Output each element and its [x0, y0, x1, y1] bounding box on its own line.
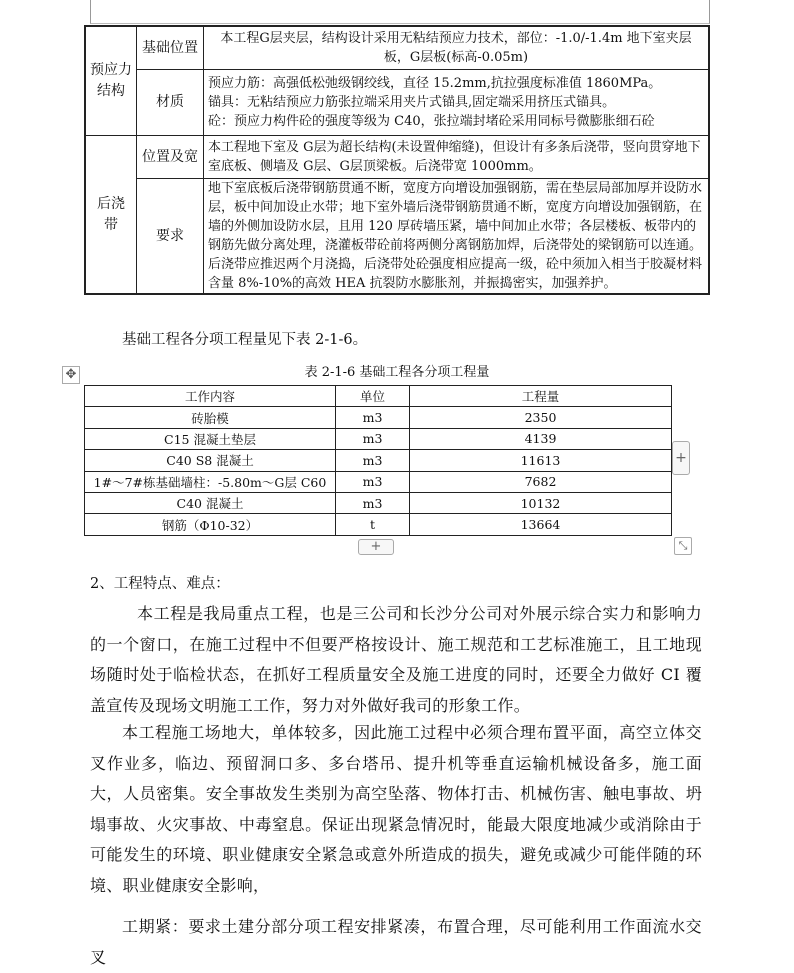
subcategory-cell: [137, 70, 204, 136]
table-cell: m3: [336, 407, 410, 428]
table-row: [85, 407, 672, 428]
paragraph: [90, 718, 702, 901]
structure-table: [84, 25, 710, 295]
subcategory-label: 基础位置: [142, 39, 198, 56]
paragraph-text: 本工程是我局重点工程，也是三公司和长沙分公司对外展示综合实力和影响力的一个窗口，在施工过程中不但要严格按设计、施工规范和工艺标准施工，且工地现场随时处于临检状态，在抓好工程质量安全及施工进度的同时，还要全力做好 CI 覆盖宣传及现场文明施工工作，努力对外做好我司的形象工作。: [90, 604, 702, 715]
table-cell: m3: [336, 492, 410, 513]
content-line: 后浇带应推迟两个月浇捣，后浇带处砼强度相应提高一级，砼中须加入相当于胶凝材料含量 8%-10%的高效 HEA 抗裂防水膨胀剂，并振捣密实，加强养护。: [208, 257, 703, 291]
table-cell: 砖胎模: [85, 407, 336, 428]
category-cell: [85, 26, 137, 136]
content-line: 预应力筋：高强低松弛级钢绞线，直径 15.2mm,抗拉强度标准值 1860MPa。: [208, 76, 662, 92]
column-header: 单位: [336, 386, 410, 407]
subcategory-label: 位置及宽: [142, 148, 198, 165]
add-column-button[interactable]: +: [672, 441, 690, 475]
content-cell: [204, 26, 710, 70]
paragraph: [90, 912, 702, 973]
table-row: [85, 514, 672, 535]
table-cell: 2350: [410, 407, 672, 428]
column-header: 工作内容: [85, 386, 336, 407]
table-row: [85, 179, 709, 295]
content-cell: [204, 136, 710, 179]
content-line: 本工程地下室及 G层为超长结构(未设置伸缩缝)，但设计有多条后浇带，竖向贯穿地下室底板、侧墙及 G层、G层顶梁板。后浇带宽 1000mm。: [208, 140, 701, 174]
category-label: 预应力结构: [90, 62, 132, 99]
column-header: 工程量: [410, 386, 672, 407]
table-cell: C40 混凝土: [85, 492, 336, 513]
intro-text: 基础工程各分项工程量见下表 2-1-6。: [122, 332, 368, 348]
content-line: 砼：预应力构件砼的强度等级为 C40，张拉端封堵砼采用同标号微膨胀细石砼: [208, 114, 655, 130]
table-cell: t: [336, 514, 410, 535]
table-caption: 表 2-1-6 基础工程各分项工程量: [304, 365, 490, 380]
table-cell: 钢筋（Φ10-32）: [85, 514, 336, 535]
table-cell: m3: [336, 471, 410, 492]
category-label: 后浇带: [96, 195, 125, 233]
table-row: [85, 450, 672, 471]
section-heading: 2、工程特点、难点：: [90, 576, 230, 592]
content-cell: [204, 70, 710, 136]
table-row: [85, 428, 672, 449]
content-line: 地下室底板后浇带钢筋贯通不断，宽度方向增设加强钢筋，需在垫层局部加厚并设防水层，板中间加设止水带；地下室外墙后浇带钢筋贯通不断，宽度方向增设加强钢筋，在墙的外侧加设防水层，且用 120 厚砖墙压紧，墙中间加止水带；各层楼板、板带内的钢筋先做分离处理，浇灌板带砼前将两侧分离钢筋加焊，后浇带处的梁钢筋可以连通。: [208, 181, 703, 253]
table-row: [85, 471, 672, 492]
table-cell: C15 混凝土垫层: [85, 428, 336, 449]
paragraph: [90, 599, 702, 721]
table-header-row: [85, 386, 672, 407]
table-cell: m3: [336, 428, 410, 449]
table-cell: m3: [336, 450, 410, 471]
table-cell: 7682: [410, 471, 672, 492]
previous-table-edge: [90, 0, 710, 24]
subcategory-cell: [137, 179, 204, 295]
content-cell: [204, 179, 710, 295]
paragraph-text: 工期紧：要求土建分部分项工程安排紧凑，布置合理，尽可能利用工作面流水交叉: [90, 917, 702, 967]
table-cell: 4139: [410, 428, 672, 449]
table-row: [85, 70, 709, 136]
move-icon[interactable]: ✥: [62, 366, 80, 384]
table-row: [85, 26, 709, 70]
subcategory-label: 要求: [156, 227, 184, 244]
subcategory-cell: [137, 26, 204, 70]
table-cell: 1#～7#栋基础墙柱：-5.80m～G层 C60: [85, 471, 336, 492]
category-cell: [85, 136, 137, 295]
content-line: 锚具：无粘结预应力筋张拉端采用夹片式锚具,固定端采用挤压式锚具。: [208, 95, 616, 111]
content-line: 本工程G层夹层，结构设计采用无粘结预应力技术，部位：-1.0/-1.4m 地下室夹层板，G层板(标高-0.05m): [220, 31, 692, 66]
table-cell: 11613: [410, 450, 672, 471]
table-cell: 10132: [410, 492, 672, 513]
paragraph-text: 本工程施工场地大，单体较多，因此施工过程中必须合理布置平面，高空立体交叉作业多，临边、预留洞口多、多台塔吊、提升机等垂直运输机械设备多，施工面大，人员密集。安全事故发生类别为高空坠落、物体打击、机械伤害、触电事故、坍塌事故、火灾事故、中毒窒息。保证出现紧急情况时，能最大限度地减少或消除由于可能发生的环境、职业健康安全紧急或意外所造成的损失，避免或减少可能伴随的环境、职业健康安全影响，: [90, 723, 702, 895]
quantity-table: [84, 385, 672, 536]
subcategory-cell: [137, 136, 204, 179]
table-row: [85, 136, 709, 179]
add-row-button[interactable]: +: [358, 539, 394, 555]
resize-icon[interactable]: ⤡: [674, 537, 692, 555]
subcategory-label: 材质: [156, 94, 184, 111]
table-row: [85, 492, 672, 513]
table-cell: 13664: [410, 514, 672, 535]
table-cell: C40 S8 混凝土: [85, 450, 336, 471]
